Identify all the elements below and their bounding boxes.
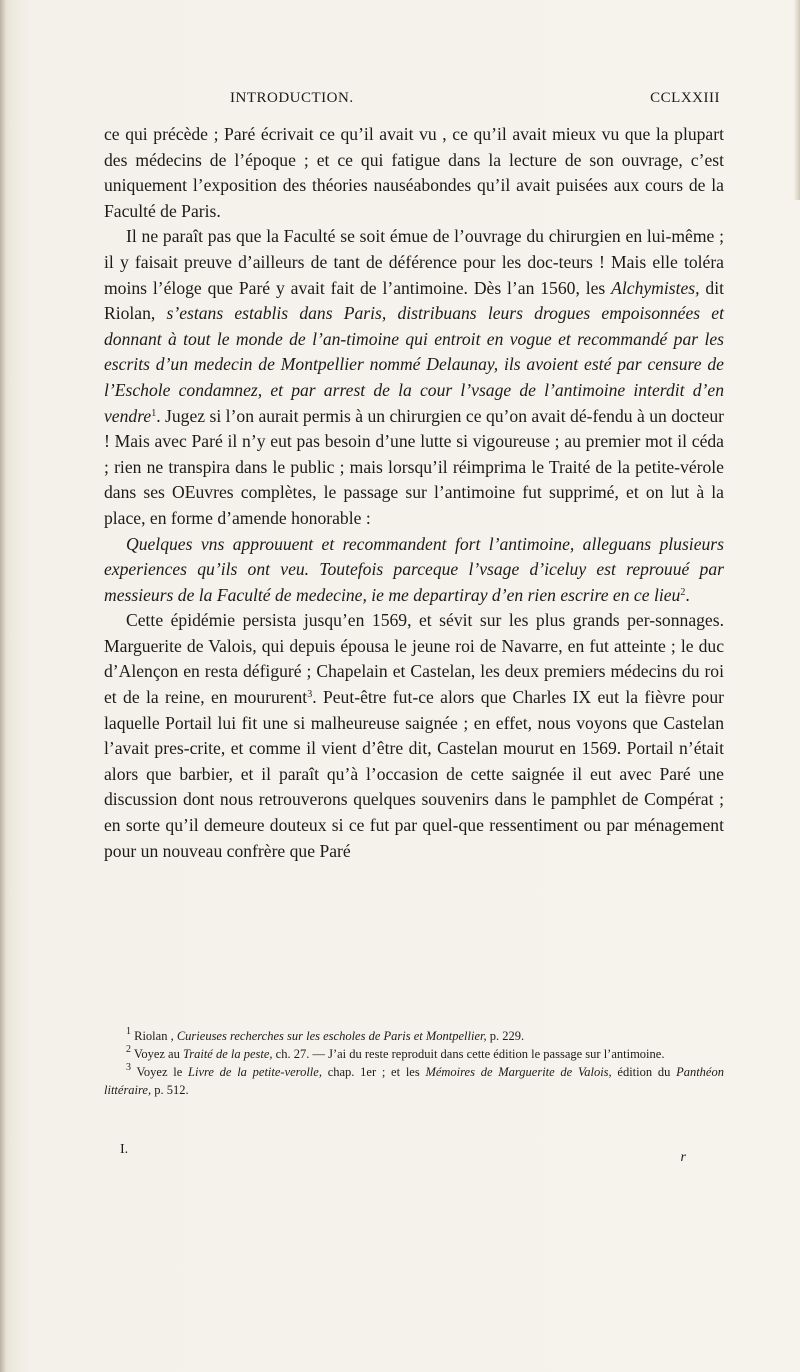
quotation-italic: s’estans establis dans Paris, distribuans leurs drogues empoisonnées et donnant à tout le monde de l’an-timoine qui entroit en vogue et recommandé par les escrits d’un medecin de Montpellier nommé Delaunay, ils avoient esté par censure de l’Eschole condamnez, et par arrest de la cour l’vsage de l’antimoine interdit d’en vendre [104,303,724,426]
italic-run: Curieuses recherches sur les escholes de Paris et Montpellier, [176,1029,487,1043]
signature-mark: r [680,1150,686,1165]
text-run: . Peut-être fut-ce alors que Charles IX eut la fièvre pour laquelle Portail lui fit une si malheureuse saignée ; en effet, nous voyons que Castelan l’avait pres-crite, et comme il vient d’être dit, Castelan mourut en 1569. Portail n’était alors que barbier, et il paraît qu’à l’occasion de cette saignée il eut avec Paré une discussion dont nous retrouverons quelques souvenirs dans le pamphlet de Compérat ; en sorte qu’il demeure douteux si ce fut par quel-que ressentiment ou par ménagement pour un nouveau confrère que Paré [104,687,724,861]
text-run: ch. 27. — J’ai du reste reproduit dans cette édition le passage sur l’antimoine. [272,1047,665,1061]
volume-mark: I. [120,1142,129,1157]
italic-run: Panthéon littéraire, [104,1065,724,1097]
footnote-ref[interactable]: 2 [680,586,686,598]
page-edge [794,0,800,200]
paragraph-4 [104,608,724,864]
paragraph-3 [104,532,724,609]
signature-line [108,1142,720,1166]
page-number: CCLXXIII [650,90,720,106]
footnote-number: 3 [126,1062,131,1073]
footnote-1 [104,1027,724,1045]
quotation-italic: Quelques vns approuuent et recommandent fort l’antimoine, alleguans plusieurs experiences qu’ils ont veu. Toutefois parceque l’vsage d’iceluy est reprouué par messieurs de la Faculté de medecine, ie me departiray d’en rien escrire en ce lieu [104,533,724,605]
text-run: Riolan , [131,1029,177,1043]
running-title: INTRODUCTION. [230,90,354,106]
italic-run: Mémoires de Marguerite de Valois, [425,1065,612,1079]
italic-run: Alchymistes, [611,277,700,298]
text-run: chap. 1er ; et les [321,1065,426,1079]
text-run: Il ne paraît pas que la Faculté se soit émue de l’ouvrage du chirurgien en lui-même ; il y faisait preuve d’ailleurs de tant de déférence pour les doc-teurs ! Mais elle toléra moins l’éloge que Paré y avait fait de l’antimoine. Dès l’an 1560, les [104,226,724,298]
paragraph-2 [104,224,724,531]
text-run: p. 512. [151,1083,189,1097]
text-run: édition du [611,1065,677,1079]
text-run: . [685,584,690,605]
footnote-number: 1 [126,1026,131,1037]
text-run: Voyez au [131,1047,183,1061]
paragraph-text: ce qui précède ; Paré écrivait ce qu’il avait vu , ce qu’il avait mieux vu que la plupart des médecins de l’époque ; et ce qui fatigue dans la lecture de son ouvrage, c’est uniquement l’exposition des théories nauséabondes qu’il avait puisées aux cours de la Faculté de Paris. [104,124,724,221]
footnote-ref[interactable]: 3 [307,689,313,701]
italic-run: Traité de la peste, [182,1047,273,1061]
footnote-2 [104,1045,724,1063]
italic-run: Livre de la petite-verolle, [188,1065,322,1079]
running-header [115,90,720,116]
text-run: Voyez le [131,1065,189,1079]
text-run: dit Riolan, [104,277,724,324]
text-run: . Jugez si l’on aurait permis à un chirurgien ce qu’on avait dé-fendu à un docteur ! Mais avec Paré il n’y eut pas besoin d’une lutte si vigoureuse ; au premier mot il céda ; rien ne transpira dans le public ; mais lorsqu’il réimprima le Traité de la petite-vérole dans ses OEuvres complètes, le passage sur l’antimoine fut supprimé, et on lut à la place, en forme d’amende honorable : [104,405,724,528]
text-run: p. 229. [486,1029,525,1043]
text-run: Cette épidémie persista jusqu’en 1569, et sévit sur les plus grands per-sonnages. Marguerite de Valois, qui depuis épousa le jeune roi de Navarre, en fut atteinte ; le duc d’Alençon en resta défiguré ; Chapelain et Castelan, les deux premiers médecins du roi et de la reine, en moururent [104,610,724,708]
footnote-3 [104,1063,724,1099]
footnotes [104,1027,724,1099]
gutter-edge [0,0,6,1372]
main-text [104,122,724,864]
footnote-number: 2 [126,1044,131,1055]
footnote-ref[interactable]: 1 [151,407,157,419]
paragraph-1 [104,122,724,224]
